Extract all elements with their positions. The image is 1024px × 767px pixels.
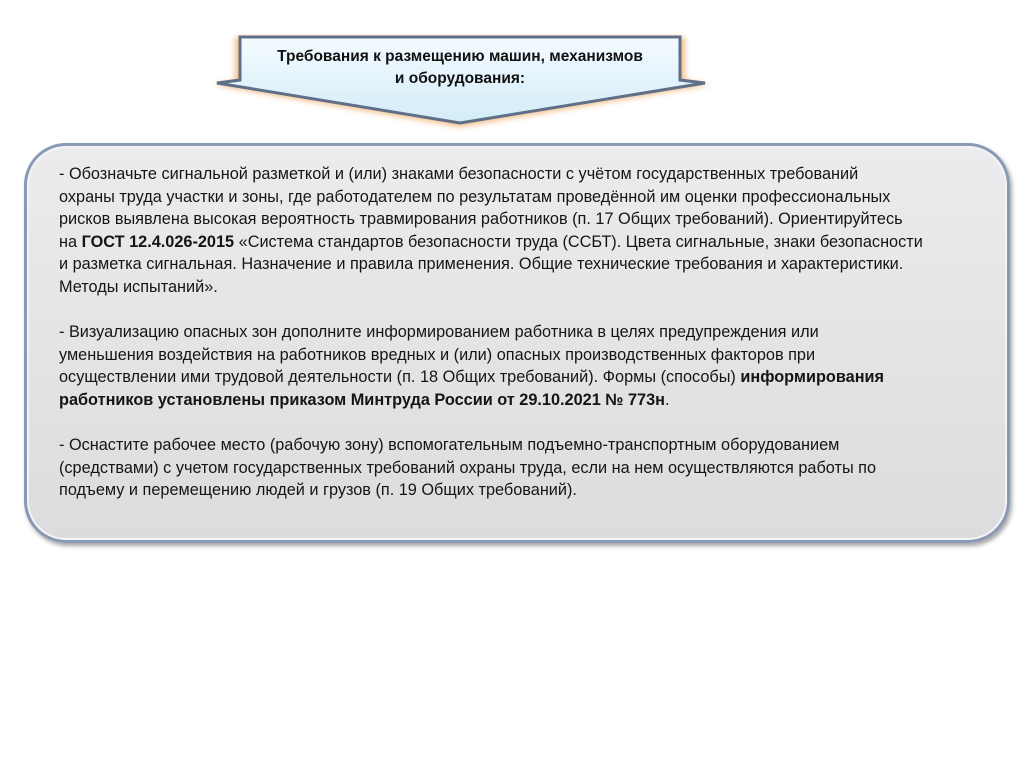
text-line: охраны труда участки и зоны, где работодателем по результатам проведённой им оценки профессиональных [59, 187, 891, 206]
paragraph-equipment [59, 434, 1019, 502]
text-line: - Оснастите рабочее место (рабочую зону) вспомогательным подъемно-транспортным оборудованием [59, 436, 840, 455]
text-line [59, 366, 1019, 389]
bold-text: информирования [740, 368, 885, 387]
paragraph-visualization [59, 321, 1019, 411]
banner-title-line: Требования к размещению машин, механизмов [277, 48, 643, 65]
text-span: на [59, 232, 82, 251]
banner-title [240, 46, 680, 90]
text-span: «Система стандартов безопасности труда (ССБТ). Цвета сигнальные, знаки безопасности [234, 232, 923, 251]
text-line: (средствами) с учетом государственных требований охраны труда, если на нем осуществляются работы по [59, 458, 877, 477]
text-span: . [664, 390, 670, 409]
text-line: Методы испытаний». [59, 277, 218, 296]
text-line: - Визуализацию опасных зон дополните информированием работника в целях предупреждения или [59, 323, 819, 342]
text-line: - Обозначьте сигнальной разметкой и (или) знаками безопасности с учётом государственных требований [59, 165, 859, 183]
text-line: подъему и перемещению людей и грузов (п. 19 Общих требований). [59, 481, 577, 500]
text-line [59, 389, 1019, 412]
text-line: уменьшения воздействия на работников вредных и (или) опасных производственных факторов при [59, 345, 816, 364]
order-reference: работников установлены приказом Минтруда России от 29.10.2021 № 773н [59, 390, 665, 409]
paragraph-signal-marking [59, 163, 1019, 299]
text-span: осуществлении ими трудовой деятельности (п. 18 Общих требований). Формы (способы) [59, 368, 741, 387]
text-line: рисков выявлена высокая вероятность травмирования работников (п. 17 Общих требований). Ориентируйтесь [59, 210, 903, 229]
text-line [59, 231, 1019, 254]
text-line: и разметка сигнальная. Назначение и правила применения. Общие технические требования и характеристики. [59, 255, 904, 274]
content-text [59, 163, 1019, 525]
banner-title-line: и оборудования: [394, 70, 526, 87]
gost-reference: ГОСТ 12.4.026-2015 [81, 232, 235, 251]
